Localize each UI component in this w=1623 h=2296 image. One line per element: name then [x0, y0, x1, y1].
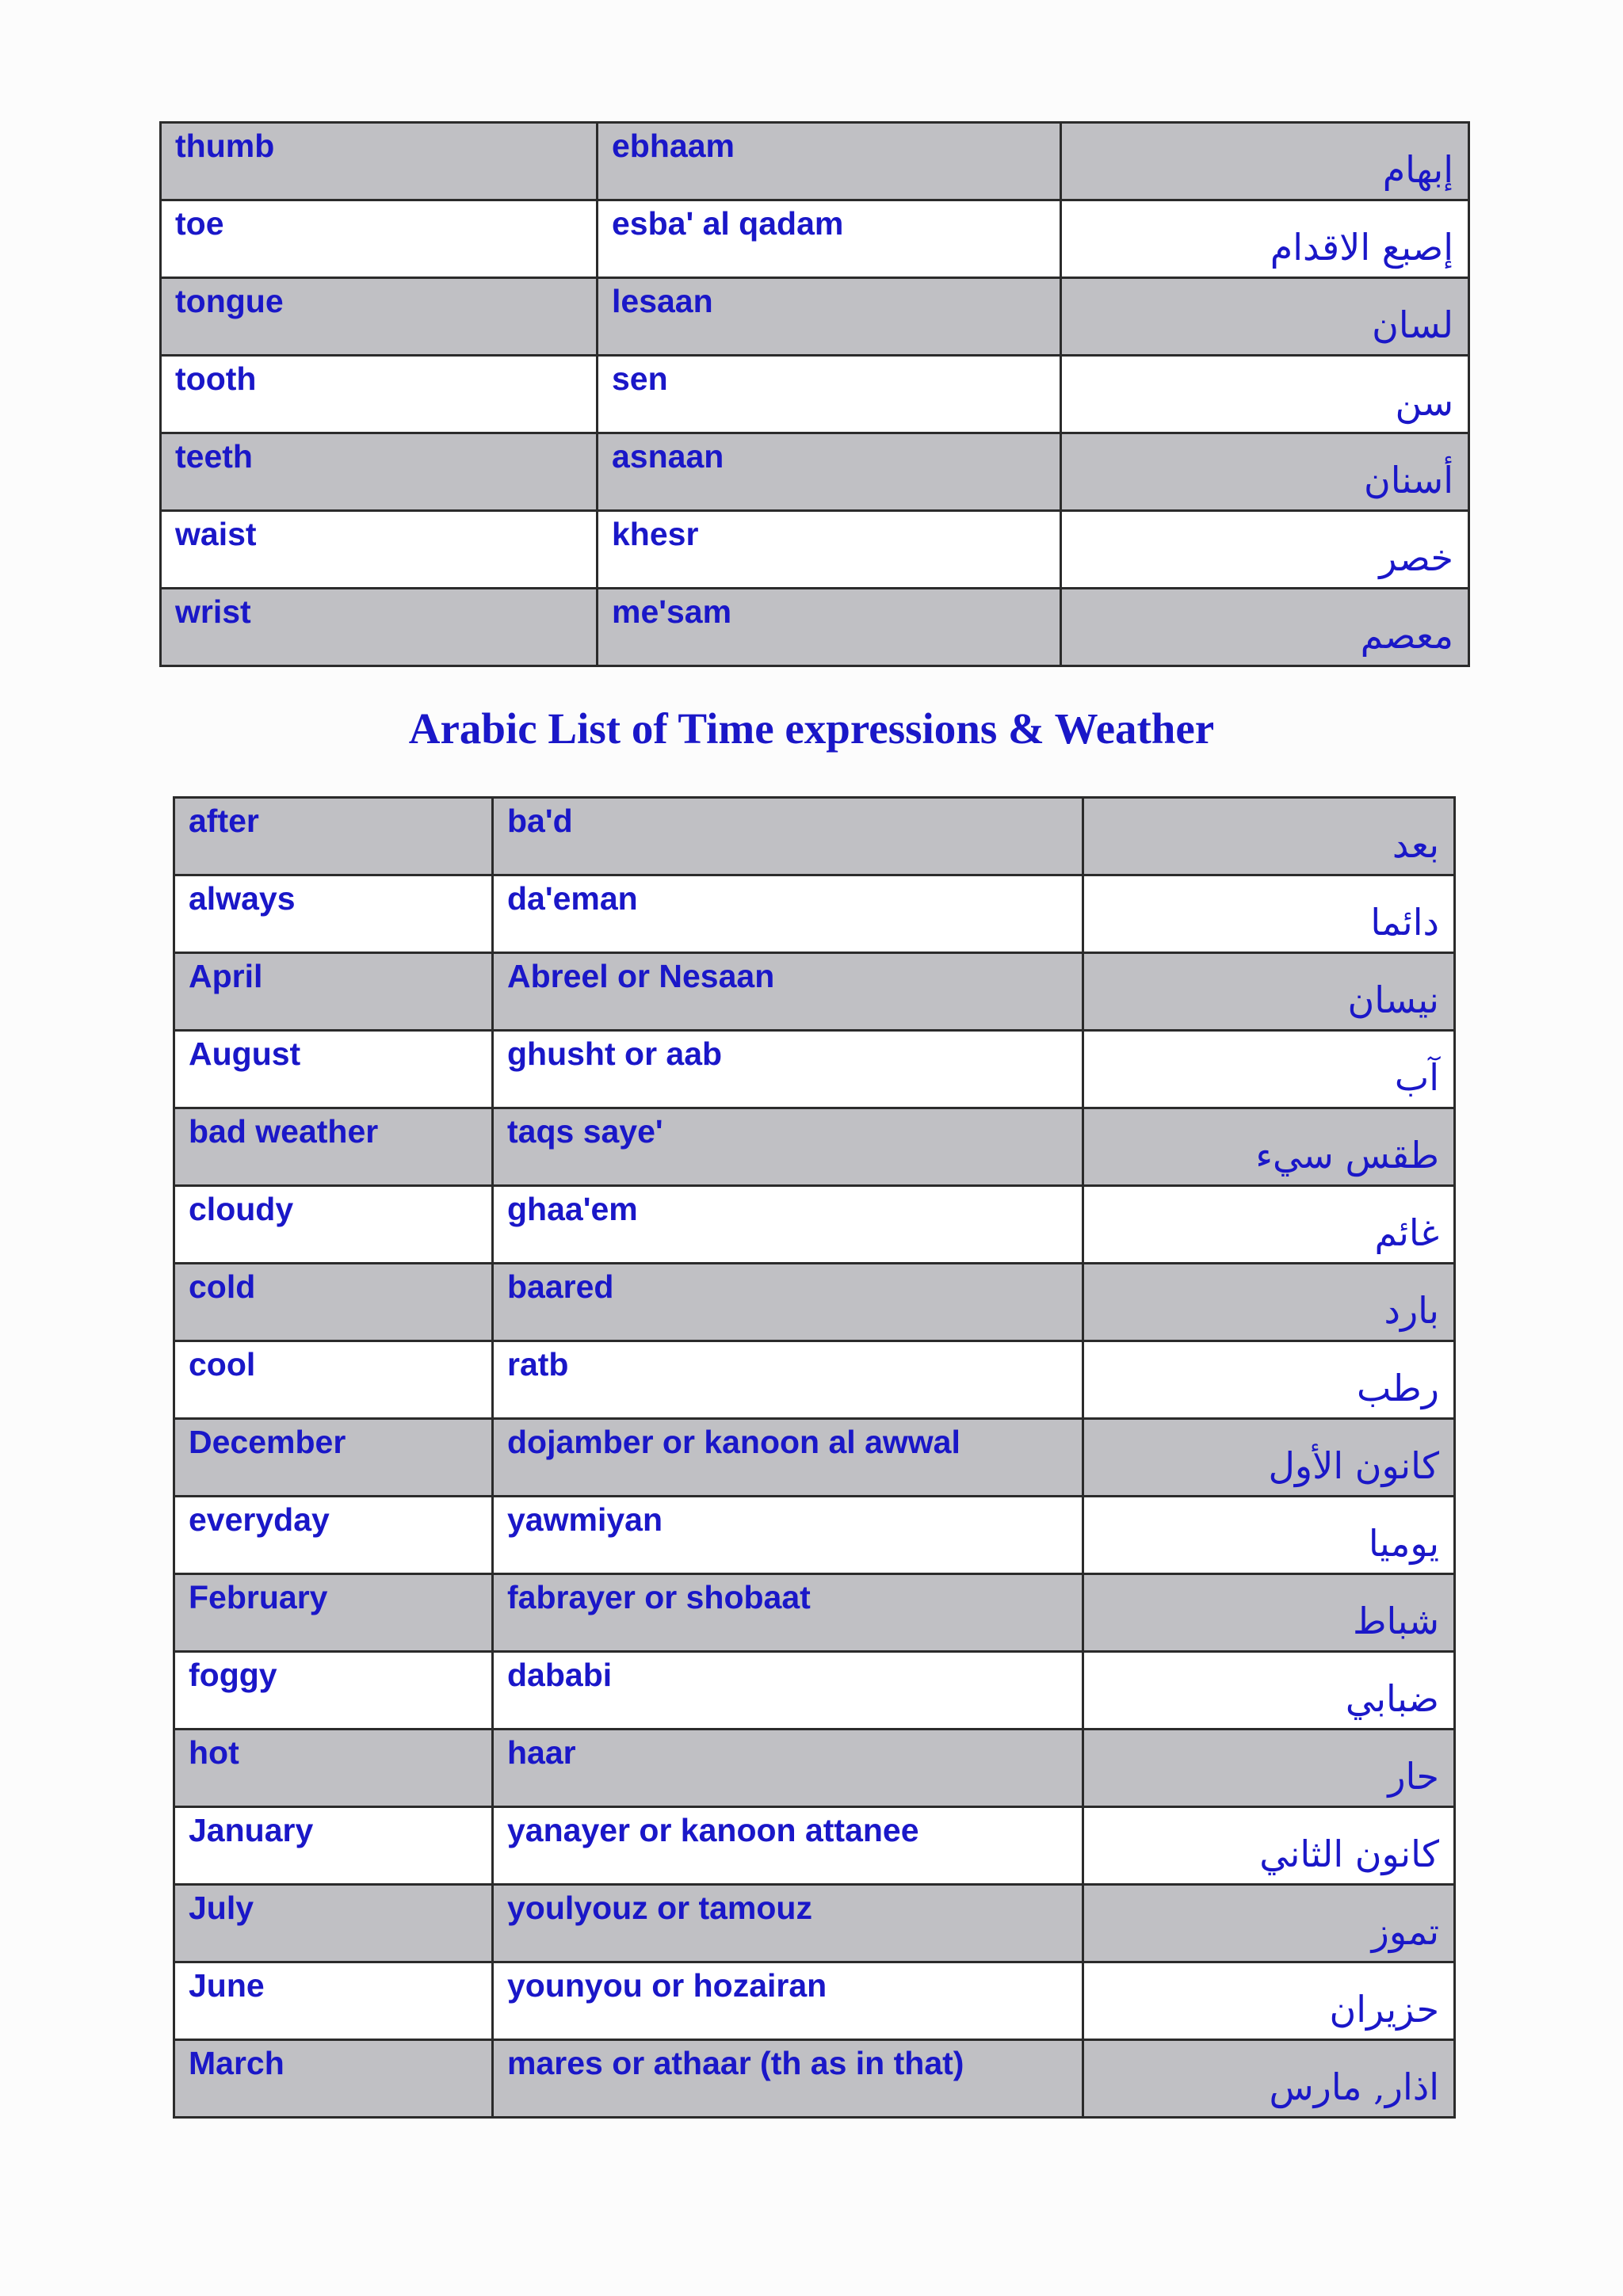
table-row [174, 1031, 1455, 1108]
transliteration: ghusht or aab [507, 1035, 723, 1072]
arabic-word: لسان [1372, 303, 1453, 346]
arabic-word: طقس سيء [1255, 1134, 1439, 1177]
arabic-word-cell [1083, 798, 1455, 875]
arabic-word: سن [1395, 381, 1453, 424]
english-word: cold [189, 1268, 256, 1305]
table-row [161, 123, 1469, 200]
table-row [174, 1497, 1455, 1574]
transliteration: haar [507, 1734, 576, 1771]
arabic-word-cell [1061, 278, 1469, 356]
english-word: June [189, 1967, 265, 2004]
arabic-word: غائم [1374, 1211, 1439, 1254]
transliteration: ratb [507, 1346, 569, 1383]
english-word-cell [174, 953, 493, 1031]
table-row [174, 875, 1455, 953]
english-word: teeth [175, 438, 253, 475]
transliteration: Abreel or Nesaan [507, 958, 775, 994]
english-word-cell [174, 798, 493, 875]
table-row [174, 953, 1455, 1031]
transliteration: yanayer or kanoon attanee [507, 1812, 919, 1848]
arabic-word-cell [1083, 1730, 1455, 1807]
arabic-word: كانون الثاني [1259, 1833, 1439, 1875]
arabic-word: يوميا [1368, 1522, 1439, 1565]
english-word-cell [161, 589, 598, 666]
transliteration: asnaan [612, 438, 724, 475]
arabic-word: رطب [1357, 1367, 1439, 1409]
arabic-word-cell [1083, 2040, 1455, 2118]
english-word-cell [161, 278, 598, 356]
english-word: after [189, 803, 259, 839]
transliteration: sen [612, 360, 668, 397]
transliteration: lesaan [612, 283, 713, 319]
table-row [174, 1807, 1455, 1885]
english-word: August [189, 1035, 301, 1072]
table-row [174, 1730, 1455, 1807]
english-word-cell [174, 1108, 493, 1186]
english-word: wrist [175, 593, 251, 630]
arabic-word-cell [1083, 1497, 1455, 1574]
transliteration-cell [493, 1652, 1083, 1730]
body-parts-vocabulary-table [159, 121, 1470, 667]
transliteration-cell [493, 1730, 1083, 1807]
arabic-word: بعد [1392, 823, 1439, 866]
transliteration-cell [598, 200, 1061, 278]
english-word-cell [174, 1341, 493, 1419]
arabic-word-cell [1083, 1885, 1455, 1962]
table-row [161, 511, 1469, 589]
table-row [174, 1885, 1455, 1962]
transliteration-cell [493, 1108, 1083, 1186]
english-word-cell [161, 123, 598, 200]
english-word-cell [174, 875, 493, 953]
english-word-cell [161, 356, 598, 433]
arabic-word: آب [1394, 1056, 1439, 1099]
arabic-word-cell [1083, 1652, 1455, 1730]
english-word-cell [174, 1962, 493, 2040]
arabic-word-cell [1083, 1031, 1455, 1108]
transliteration-cell [493, 1031, 1083, 1108]
arabic-word-cell [1083, 1574, 1455, 1652]
arabic-word-cell [1061, 433, 1469, 511]
body-parts-table-body [161, 123, 1469, 666]
arabic-word-cell [1083, 1807, 1455, 1885]
table-row [174, 1341, 1455, 1419]
arabic-word-cell [1061, 589, 1469, 666]
transliteration-cell [493, 1186, 1083, 1264]
arabic-word: إصبع الاقدام [1270, 226, 1453, 269]
english-word-cell [161, 200, 598, 278]
arabic-word: تموز [1371, 1910, 1439, 1953]
english-word-cell [174, 1419, 493, 1497]
english-word: hot [189, 1734, 239, 1771]
transliteration-cell [493, 875, 1083, 953]
english-word-cell [174, 2040, 493, 2118]
english-word: thumb [175, 128, 275, 164]
english-word-cell [174, 1885, 493, 1962]
time-weather-vocabulary-table [173, 796, 1456, 2119]
english-word: April [189, 958, 263, 994]
transliteration-cell [598, 278, 1061, 356]
transliteration-cell [493, 1574, 1083, 1652]
english-word-cell [174, 1264, 493, 1341]
table-row [174, 1186, 1455, 1264]
table-row [161, 278, 1469, 356]
transliteration: yawmiyan [507, 1501, 663, 1538]
transliteration: fabrayer or shobaat [507, 1579, 811, 1615]
table-row [174, 1419, 1455, 1497]
transliteration-cell [493, 1885, 1083, 1962]
transliteration-cell [598, 589, 1061, 666]
arabic-word: حزيران [1329, 1988, 1439, 2031]
english-word: always [189, 880, 296, 917]
transliteration-cell [598, 356, 1061, 433]
transliteration: ebhaam [612, 128, 735, 164]
transliteration: baared [507, 1268, 614, 1305]
arabic-word: دائما [1370, 901, 1439, 944]
transliteration: dojamber or kanoon al awwal [507, 1424, 960, 1460]
english-word-cell [174, 1730, 493, 1807]
table-row [174, 1108, 1455, 1186]
english-word: tooth [175, 360, 257, 397]
transliteration-cell [493, 1497, 1083, 1574]
table-row [174, 798, 1455, 875]
transliteration-cell [598, 433, 1061, 511]
transliteration-cell [598, 511, 1061, 589]
transliteration-cell [493, 1341, 1083, 1419]
transliteration: ba'd [507, 803, 573, 839]
arabic-word-cell [1083, 953, 1455, 1031]
transliteration: taqs saye' [507, 1113, 663, 1150]
english-word: everyday [189, 1501, 330, 1538]
table-row [174, 1574, 1455, 1652]
english-word: December [189, 1424, 346, 1460]
transliteration-cell [493, 1962, 1083, 2040]
arabic-word-cell [1061, 356, 1469, 433]
table-row [161, 356, 1469, 433]
time-weather-table-body [174, 798, 1455, 2118]
transliteration-cell [493, 1264, 1083, 1341]
table-row [174, 1652, 1455, 1730]
transliteration: dababi [507, 1657, 613, 1693]
section-title: Arabic List of Time expressions & Weather [408, 704, 1215, 753]
english-word: tongue [175, 283, 284, 319]
english-word-cell [174, 1574, 493, 1652]
arabic-word: بارد [1384, 1289, 1439, 1332]
transliteration: khesr [612, 516, 699, 552]
table-row [161, 433, 1469, 511]
transliteration-cell [598, 123, 1061, 200]
english-word-cell [174, 1186, 493, 1264]
arabic-word-cell [1061, 511, 1469, 589]
english-word-cell [174, 1652, 493, 1730]
arabic-word-cell [1083, 1108, 1455, 1186]
transliteration-cell [493, 953, 1083, 1031]
arabic-word-cell [1083, 1264, 1455, 1341]
arabic-word-cell [1083, 1962, 1455, 2040]
arabic-word: خصر [1379, 536, 1453, 579]
transliteration: youlyouz or tamouz [507, 1890, 812, 1926]
english-word: July [189, 1890, 254, 1926]
arabic-word-cell [1083, 1186, 1455, 1264]
english-word: cloudy [189, 1191, 294, 1227]
table-row [174, 1962, 1455, 2040]
transliteration: younyou or hozairan [507, 1967, 827, 2004]
transliteration-cell [493, 1419, 1083, 1497]
arabic-word: أسنان [1363, 459, 1453, 502]
table-row [161, 589, 1469, 666]
english-word-cell [174, 1807, 493, 1885]
arabic-word: ضبابي [1345, 1677, 1439, 1720]
transliteration: da'eman [507, 880, 638, 917]
table-row [174, 2040, 1455, 2118]
english-word: bad weather [189, 1113, 379, 1150]
arabic-word: معصم [1360, 614, 1453, 657]
transliteration: me'sam [612, 593, 732, 630]
english-word: January [189, 1812, 314, 1848]
english-word: waist [175, 516, 257, 552]
table-row [161, 200, 1469, 278]
transliteration-cell [493, 2040, 1083, 2118]
transliteration-cell [493, 1807, 1083, 1885]
arabic-word: كانون الأول [1268, 1444, 1439, 1487]
transliteration-cell [493, 798, 1083, 875]
table-row [174, 1264, 1455, 1341]
arabic-word-cell [1083, 875, 1455, 953]
arabic-word: إبهام [1382, 148, 1453, 191]
transliteration: esba' al qadam [612, 205, 844, 242]
english-word: March [189, 2045, 285, 2081]
arabic-word-cell [1083, 1341, 1455, 1419]
arabic-word-cell [1061, 200, 1469, 278]
english-word-cell [161, 433, 598, 511]
arabic-word: نيسان [1347, 978, 1439, 1021]
arabic-word: حار [1388, 1755, 1439, 1798]
english-word-cell [174, 1497, 493, 1574]
english-word: toe [175, 205, 224, 242]
transliteration: mares or athaar (th as in that) [507, 2045, 964, 2081]
english-word: foggy [189, 1657, 277, 1693]
transliteration: ghaa'em [507, 1191, 638, 1227]
arabic-word-cell [1083, 1419, 1455, 1497]
english-word-cell [174, 1031, 493, 1108]
arabic-word: اذار, مارس [1269, 2065, 1439, 2108]
arabic-word-cell [1061, 123, 1469, 200]
arabic-word: شباط [1353, 1600, 1439, 1642]
english-word: February [189, 1579, 328, 1615]
english-word-cell [161, 511, 598, 589]
english-word: cool [189, 1346, 256, 1383]
